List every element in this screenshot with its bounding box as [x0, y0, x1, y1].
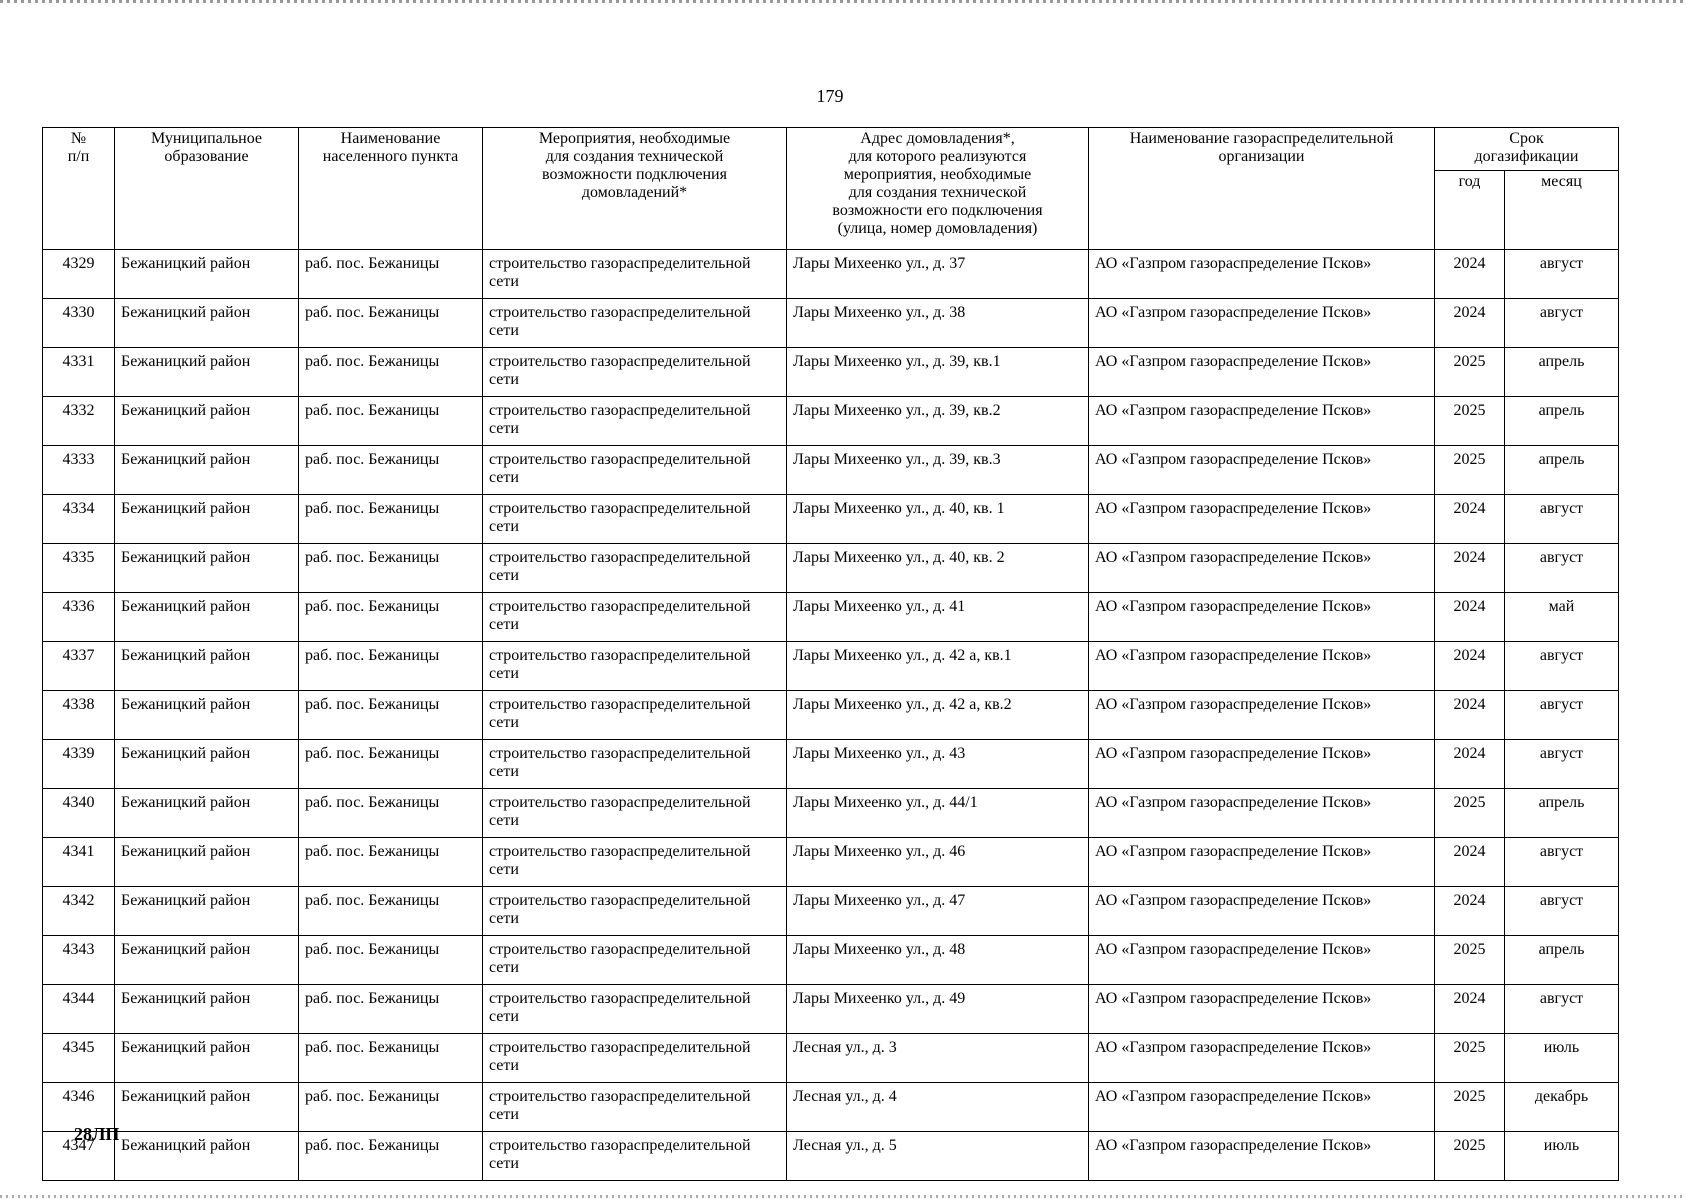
- table-row: [43, 740, 1619, 789]
- header-year: год: [1435, 171, 1505, 250]
- cell-month: август: [1505, 495, 1619, 544]
- cell-address: Лесная ул., д. 5: [787, 1132, 1089, 1181]
- header-municipality: [115, 128, 299, 250]
- cell-month: июль: [1505, 1132, 1619, 1181]
- gasification-table: [42, 127, 1619, 1181]
- cell-address: Лары Михеенко ул., д. 42 а, кв.2: [787, 691, 1089, 740]
- cell-year: 2025: [1435, 789, 1505, 838]
- header-num-text: № п/п: [67, 130, 90, 165]
- cell-municipality: Бежаницкий район: [115, 397, 299, 446]
- cell-settlement: раб. пос. Бежаницы: [299, 1034, 483, 1083]
- cell-municipality: Бежаницкий район: [115, 985, 299, 1034]
- cell-num: 4331: [43, 348, 115, 397]
- cell-organization: АО «Газпром газораспределение Псков»: [1089, 789, 1435, 838]
- cell-municipality: Бежаницкий район: [115, 642, 299, 691]
- cell-num: 4339: [43, 740, 115, 789]
- cell-organization: АО «Газпром газораспределение Псков»: [1089, 642, 1435, 691]
- header-address-text: Адрес домовладения*, для которого реализуются мероприятия, необходимые для создания технической возможности его подключения (улица, номер домовладения): [832, 130, 1043, 237]
- cell-num: 4335: [43, 544, 115, 593]
- cell-organization: АО «Газпром газораспределение Псков»: [1089, 936, 1435, 985]
- cell-measure: строительство газораспределительной сети: [483, 936, 787, 985]
- cell-month: август: [1505, 838, 1619, 887]
- cell-organization: АО «Газпром газораспределение Псков»: [1089, 691, 1435, 740]
- cell-num: 4336: [43, 593, 115, 642]
- cell-settlement: раб. пос. Бежаницы: [299, 740, 483, 789]
- page-number: 179: [816, 86, 844, 106]
- cell-organization: АО «Газпром газораспределение Псков»: [1089, 544, 1435, 593]
- header-deadline: [1435, 128, 1619, 171]
- table-row: [43, 299, 1619, 348]
- cell-organization: АО «Газпром газораспределение Псков»: [1089, 397, 1435, 446]
- cell-address: Лары Михеенко ул., д. 41: [787, 593, 1089, 642]
- cell-num: 4340: [43, 789, 115, 838]
- table-row: [43, 985, 1619, 1034]
- cell-municipality: Бежаницкий район: [115, 299, 299, 348]
- cell-address: Лары Михеенко ул., д. 38: [787, 299, 1089, 348]
- cell-num: 4346: [43, 1083, 115, 1132]
- cell-measure: строительство газораспределительной сети: [483, 299, 787, 348]
- cell-organization: АО «Газпром газораспределение Псков»: [1089, 495, 1435, 544]
- table-row: [43, 838, 1619, 887]
- cell-month: апрель: [1505, 936, 1619, 985]
- table-row: [43, 936, 1619, 985]
- cell-organization: АО «Газпром газораспределение Псков»: [1089, 593, 1435, 642]
- cell-num: 4329: [43, 250, 115, 299]
- cell-settlement: раб. пос. Бежаницы: [299, 495, 483, 544]
- cell-month: август: [1505, 887, 1619, 936]
- cell-num: 4345: [43, 1034, 115, 1083]
- header-measures: [483, 128, 787, 250]
- cell-year: 2024: [1435, 250, 1505, 299]
- cell-year: 2025: [1435, 1083, 1505, 1132]
- cell-month: апрель: [1505, 397, 1619, 446]
- table-row: [43, 593, 1619, 642]
- table-row: [43, 495, 1619, 544]
- cell-settlement: раб. пос. Бежаницы: [299, 593, 483, 642]
- cell-address: Лары Михеенко ул., д. 39, кв.1: [787, 348, 1089, 397]
- cell-year: 2024: [1435, 691, 1505, 740]
- header-municipality-text: Муниципальное образование: [150, 130, 263, 165]
- cell-num: 4344: [43, 985, 115, 1034]
- table-row: [43, 642, 1619, 691]
- cell-settlement: раб. пос. Бежаницы: [299, 789, 483, 838]
- cell-month: август: [1505, 691, 1619, 740]
- cell-year: 2024: [1435, 838, 1505, 887]
- cell-address: Лары Михеенко ул., д. 47: [787, 887, 1089, 936]
- cell-year: 2024: [1435, 544, 1505, 593]
- table-row: [43, 348, 1619, 397]
- table-row: [43, 446, 1619, 495]
- cell-measure: строительство газораспределительной сети: [483, 446, 787, 495]
- cell-municipality: Бежаницкий район: [115, 691, 299, 740]
- cell-municipality: Бежаницкий район: [115, 838, 299, 887]
- cell-month: июль: [1505, 1034, 1619, 1083]
- cell-year: 2024: [1435, 593, 1505, 642]
- cell-year: 2024: [1435, 887, 1505, 936]
- cell-settlement: раб. пос. Бежаницы: [299, 299, 483, 348]
- header-organization: [1089, 128, 1435, 250]
- cell-measure: строительство газораспределительной сети: [483, 348, 787, 397]
- cell-year: 2025: [1435, 1132, 1505, 1181]
- table-row: [43, 887, 1619, 936]
- cell-settlement: раб. пос. Бежаницы: [299, 838, 483, 887]
- scan-edge-bottom: [0, 1195, 1686, 1198]
- cell-month: май: [1505, 593, 1619, 642]
- cell-settlement: раб. пос. Бежаницы: [299, 691, 483, 740]
- cell-year: 2024: [1435, 299, 1505, 348]
- cell-num: 4341: [43, 838, 115, 887]
- cell-measure: строительство газораспределительной сети: [483, 397, 787, 446]
- cell-municipality: Бежаницкий район: [115, 1034, 299, 1083]
- cell-address: Лары Михеенко ул., д. 43: [787, 740, 1089, 789]
- cell-year: 2025: [1435, 1034, 1505, 1083]
- table-header: [43, 128, 1619, 250]
- cell-organization: АО «Газпром газораспределение Псков»: [1089, 1132, 1435, 1181]
- cell-month: август: [1505, 642, 1619, 691]
- table-row: [43, 1083, 1619, 1132]
- cell-year: 2024: [1435, 985, 1505, 1034]
- cell-organization: АО «Газпром газораспределение Псков»: [1089, 1083, 1435, 1132]
- cell-address: Лары Михеенко ул., д. 37: [787, 250, 1089, 299]
- cell-measure: строительство газораспределительной сети: [483, 887, 787, 936]
- cell-settlement: раб. пос. Бежаницы: [299, 985, 483, 1034]
- cell-num: 4337: [43, 642, 115, 691]
- cell-municipality: Бежаницкий район: [115, 544, 299, 593]
- cell-measure: строительство газораспределительной сети: [483, 593, 787, 642]
- cell-municipality: Бежаницкий район: [115, 348, 299, 397]
- cell-measure: строительство газораспределительной сети: [483, 1132, 787, 1181]
- cell-num: 4342: [43, 887, 115, 936]
- header-address: [787, 128, 1089, 250]
- table-body: [43, 250, 1619, 1181]
- cell-measure: строительство газораспределительной сети: [483, 1083, 787, 1132]
- cell-measure: строительство газораспределительной сети: [483, 1034, 787, 1083]
- scan-edge-top: [0, 0, 1686, 3]
- cell-settlement: раб. пос. Бежаницы: [299, 397, 483, 446]
- cell-measure: строительство газораспределительной сети: [483, 740, 787, 789]
- cell-measure: строительство газораспределительной сети: [483, 985, 787, 1034]
- table-row: [43, 250, 1619, 299]
- cell-organization: АО «Газпром газораспределение Псков»: [1089, 887, 1435, 936]
- cell-address: Лесная ул., д. 4: [787, 1083, 1089, 1132]
- cell-organization: АО «Газпром газораспределение Псков»: [1089, 250, 1435, 299]
- cell-municipality: Бежаницкий район: [115, 250, 299, 299]
- cell-organization: АО «Газпром газораспределение Псков»: [1089, 1034, 1435, 1083]
- cell-num: 4334: [43, 495, 115, 544]
- cell-organization: АО «Газпром газораспределение Псков»: [1089, 299, 1435, 348]
- cell-measure: строительство газораспределительной сети: [483, 789, 787, 838]
- cell-month: август: [1505, 544, 1619, 593]
- cell-settlement: раб. пос. Бежаницы: [299, 544, 483, 593]
- cell-month: август: [1505, 740, 1619, 789]
- cell-settlement: раб. пос. Бежаницы: [299, 348, 483, 397]
- cell-address: Лары Михеенко ул., д. 39, кв.3: [787, 446, 1089, 495]
- header-settlement: [299, 128, 483, 250]
- cell-municipality: Бежаницкий район: [115, 593, 299, 642]
- cell-month: апрель: [1505, 348, 1619, 397]
- cell-num: 4333: [43, 446, 115, 495]
- cell-organization: АО «Газпром газораспределение Псков»: [1089, 446, 1435, 495]
- header-measures-text: Мероприятия, необходимые для создания технической возможности подключения домовладений*: [538, 130, 731, 201]
- cell-address: Лары Михеенко ул., д. 44/1: [787, 789, 1089, 838]
- cell-municipality: Бежаницкий район: [115, 446, 299, 495]
- cell-num: 4330: [43, 299, 115, 348]
- cell-address: Лары Михеенко ул., д. 40, кв. 2: [787, 544, 1089, 593]
- table-row: [43, 397, 1619, 446]
- cell-measure: строительство газораспределительной сети: [483, 544, 787, 593]
- cell-month: апрель: [1505, 789, 1619, 838]
- cell-num: 4332: [43, 397, 115, 446]
- cell-address: Лары Михеенко ул., д. 40, кв. 1: [787, 495, 1089, 544]
- cell-settlement: раб. пос. Бежаницы: [299, 446, 483, 495]
- cell-year: 2025: [1435, 397, 1505, 446]
- table-row: [43, 544, 1619, 593]
- header-deadline-text: Срок догазификации: [1474, 130, 1579, 165]
- cell-measure: строительство газораспределительной сети: [483, 642, 787, 691]
- document-code: 28ЛП: [74, 1124, 120, 1144]
- cell-settlement: раб. пос. Бежаницы: [299, 887, 483, 936]
- cell-measure: строительство газораспределительной сети: [483, 250, 787, 299]
- table-row: [43, 691, 1619, 740]
- cell-year: 2025: [1435, 936, 1505, 985]
- cell-measure: строительство газораспределительной сети: [483, 495, 787, 544]
- cell-settlement: раб. пос. Бежаницы: [299, 642, 483, 691]
- cell-month: апрель: [1505, 446, 1619, 495]
- cell-measure: строительство газораспределительной сети: [483, 691, 787, 740]
- cell-settlement: раб. пос. Бежаницы: [299, 1132, 483, 1181]
- cell-num: 4347: [43, 1132, 115, 1181]
- cell-settlement: раб. пос. Бежаницы: [299, 250, 483, 299]
- header-month: месяц: [1505, 171, 1619, 250]
- cell-month: август: [1505, 250, 1619, 299]
- cell-month: август: [1505, 985, 1619, 1034]
- cell-year: 2024: [1435, 642, 1505, 691]
- cell-municipality: Бежаницкий район: [115, 936, 299, 985]
- cell-measure: строительство газораспределительной сети: [483, 838, 787, 887]
- header-settlement-text: Наименование населенного пункта: [322, 130, 459, 165]
- cell-municipality: Бежаницкий район: [115, 789, 299, 838]
- header-num: [43, 128, 115, 250]
- cell-municipality: Бежаницкий район: [115, 495, 299, 544]
- cell-month: декабрь: [1505, 1083, 1619, 1132]
- cell-num: 4338: [43, 691, 115, 740]
- cell-settlement: раб. пос. Бежаницы: [299, 936, 483, 985]
- cell-address: Лары Михеенко ул., д. 46: [787, 838, 1089, 887]
- cell-month: август: [1505, 299, 1619, 348]
- cell-year: 2024: [1435, 740, 1505, 789]
- cell-organization: АО «Газпром газораспределение Псков»: [1089, 348, 1435, 397]
- cell-address: Лары Михеенко ул., д. 39, кв.2: [787, 397, 1089, 446]
- header-organization-text: Наименование газораспределительной организации: [1129, 130, 1394, 165]
- cell-municipality: Бежаницкий район: [115, 1083, 299, 1132]
- cell-address: Лары Михеенко ул., д. 42 а, кв.1: [787, 642, 1089, 691]
- table-row: [43, 1132, 1619, 1181]
- cell-organization: АО «Газпром газораспределение Псков»: [1089, 740, 1435, 789]
- cell-municipality: Бежаницкий район: [115, 740, 299, 789]
- table-row: [43, 789, 1619, 838]
- cell-address: Лесная ул., д. 3: [787, 1034, 1089, 1083]
- cell-municipality: Бежаницкий район: [115, 887, 299, 936]
- cell-organization: АО «Газпром газораспределение Псков»: [1089, 985, 1435, 1034]
- cell-municipality: Бежаницкий район: [115, 1132, 299, 1181]
- table-row: [43, 1034, 1619, 1083]
- cell-year: 2025: [1435, 446, 1505, 495]
- cell-num: 4343: [43, 936, 115, 985]
- cell-address: Лары Михеенко ул., д. 48: [787, 936, 1089, 985]
- cell-settlement: раб. пос. Бежаницы: [299, 1083, 483, 1132]
- cell-address: Лары Михеенко ул., д. 49: [787, 985, 1089, 1034]
- cell-year: 2024: [1435, 495, 1505, 544]
- cell-year: 2025: [1435, 348, 1505, 397]
- cell-organization: АО «Газпром газораспределение Псков»: [1089, 838, 1435, 887]
